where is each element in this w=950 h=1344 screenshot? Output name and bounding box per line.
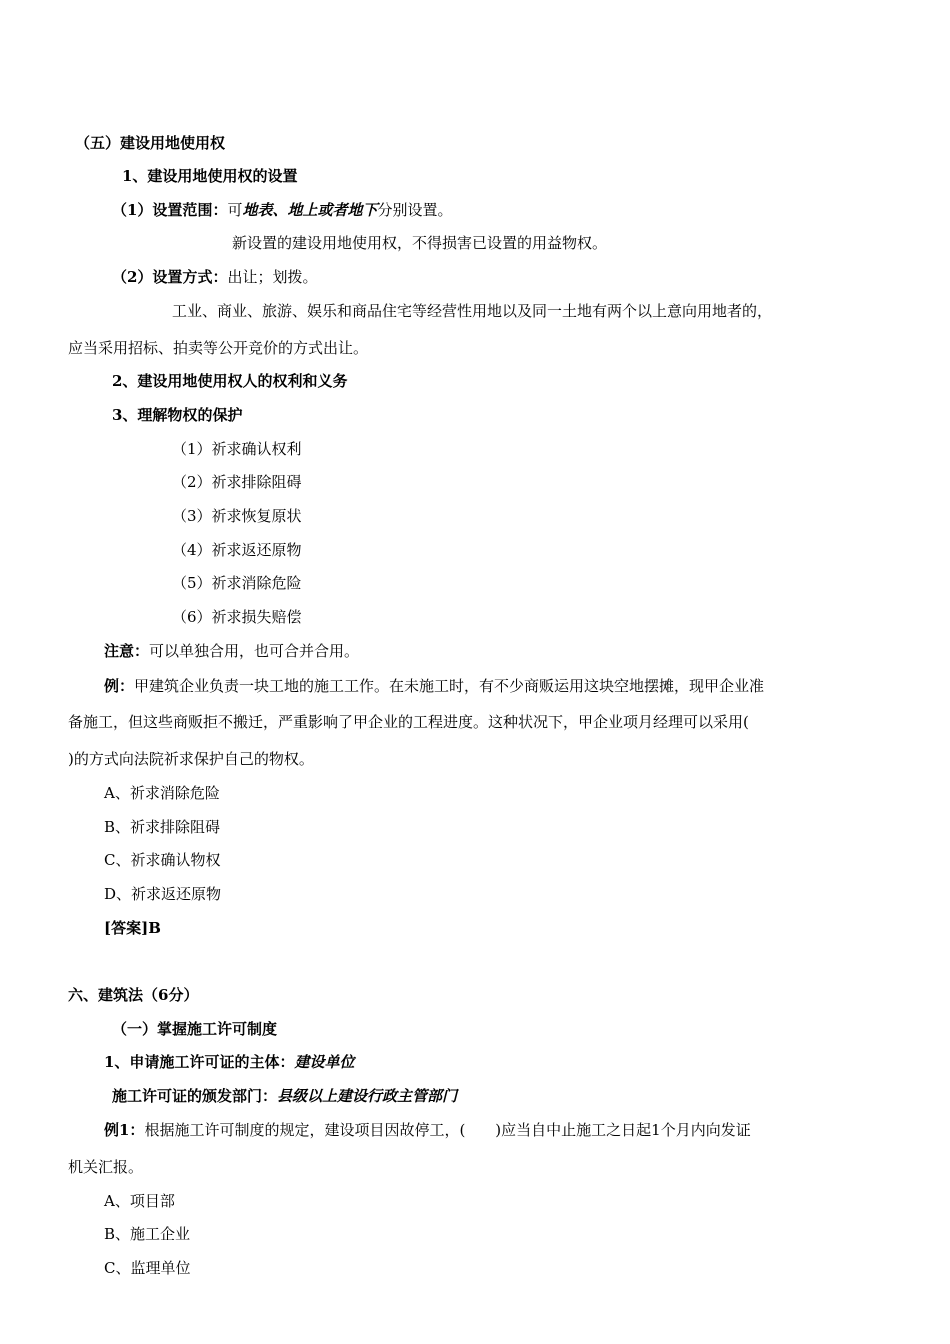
scope-note: 新设置的建设用地使用权，不得损害已设置的用益物权。 [232,234,608,252]
section-heading: （五）建设用地使用权 [75,134,226,152]
scope-pre: 可 [227,201,243,219]
protection-item: （5）祈求消除危险 [172,574,302,592]
example-label: 例： [104,677,135,695]
subheading: 1、建设用地使用权的设置 [122,167,298,185]
answer: [答案]B [104,919,161,937]
option-item: C、祈求确认物权 [104,851,221,869]
scope-post: 分别设置。 [377,201,453,219]
example-line: )的方式向法院祈求保护自己的物权。 [68,750,314,768]
option-item: B、施工企业 [104,1225,191,1243]
subheading: （一）掌握施工许可制度 [112,1020,278,1038]
paragraph-line: 应当采用招标、拍卖等公开竞价的方式出让。 [68,339,369,357]
protection-item: （1）祈求确认权利 [172,440,302,458]
issuer-label: 施工许可证的颁发部门： [112,1087,278,1105]
subheading: 2、建设用地使用权人的权利和义务 [112,372,348,390]
scope-label: （1）设置范围： [112,201,228,219]
scope-line [112,200,453,220]
paragraph-line: 工业、商业、旅游、娱乐和商品住宅等经营性用地以及同一土地有两个以上意向用地者的， [172,302,773,320]
protection-item: （6）祈求损失赔偿 [172,608,302,626]
example-line [104,1120,751,1140]
protection-item: （4）祈求返还原物 [172,541,302,559]
note-label: 注意： [104,642,150,660]
example-line: 备施工，但这些商贩拒不搬迁，严重影响了甲企业的工程进度。这种状况下，甲企业项月经理可以采用( [68,713,749,731]
note-text: 可以单独合用，也可合并合用。 [149,642,360,660]
option-item: A、祈求消除危险 [104,784,220,802]
subject-label: 1、申请施工许可证的主体： [104,1053,295,1071]
protection-item: （3）祈求恢复原状 [172,507,302,525]
example-line [104,676,764,696]
scope-emphasis: 地表、地上或者地下 [242,201,378,219]
subheading: 3、理解物权的保护 [112,406,243,424]
issuer-line [112,1086,457,1106]
method-line [112,267,317,287]
example-text: 根据施工许可制度的规定，建设项目因故停工，( )应当自中止施工之日起1个月内向发证 [144,1121,751,1139]
issuer-value: 县级以上建设行政主管部门 [277,1087,458,1105]
section-heading: 六、建筑法（6分） [68,986,199,1004]
option-item: A、项目部 [104,1192,175,1210]
option-item: D、祈求返还原物 [104,885,222,903]
option-item: B、祈求排除阻碍 [104,818,221,836]
example-text: 甲建筑企业负责一块工地的施工工作。在未施工时，有不少商贩运用这块空地摆摊，现甲企业准 [134,677,765,695]
note-line [104,641,359,661]
subject-line [104,1052,354,1072]
method-text: 出让；划拨。 [227,268,318,286]
method-label: （2）设置方式： [112,268,228,286]
option-item: C、监理单位 [104,1259,191,1277]
example-line: 机关汇报。 [68,1158,144,1176]
subject-value: 建设单位 [294,1053,355,1071]
protection-item: （2）祈求排除阻碍 [172,473,302,491]
example-label: 例1： [104,1121,145,1139]
